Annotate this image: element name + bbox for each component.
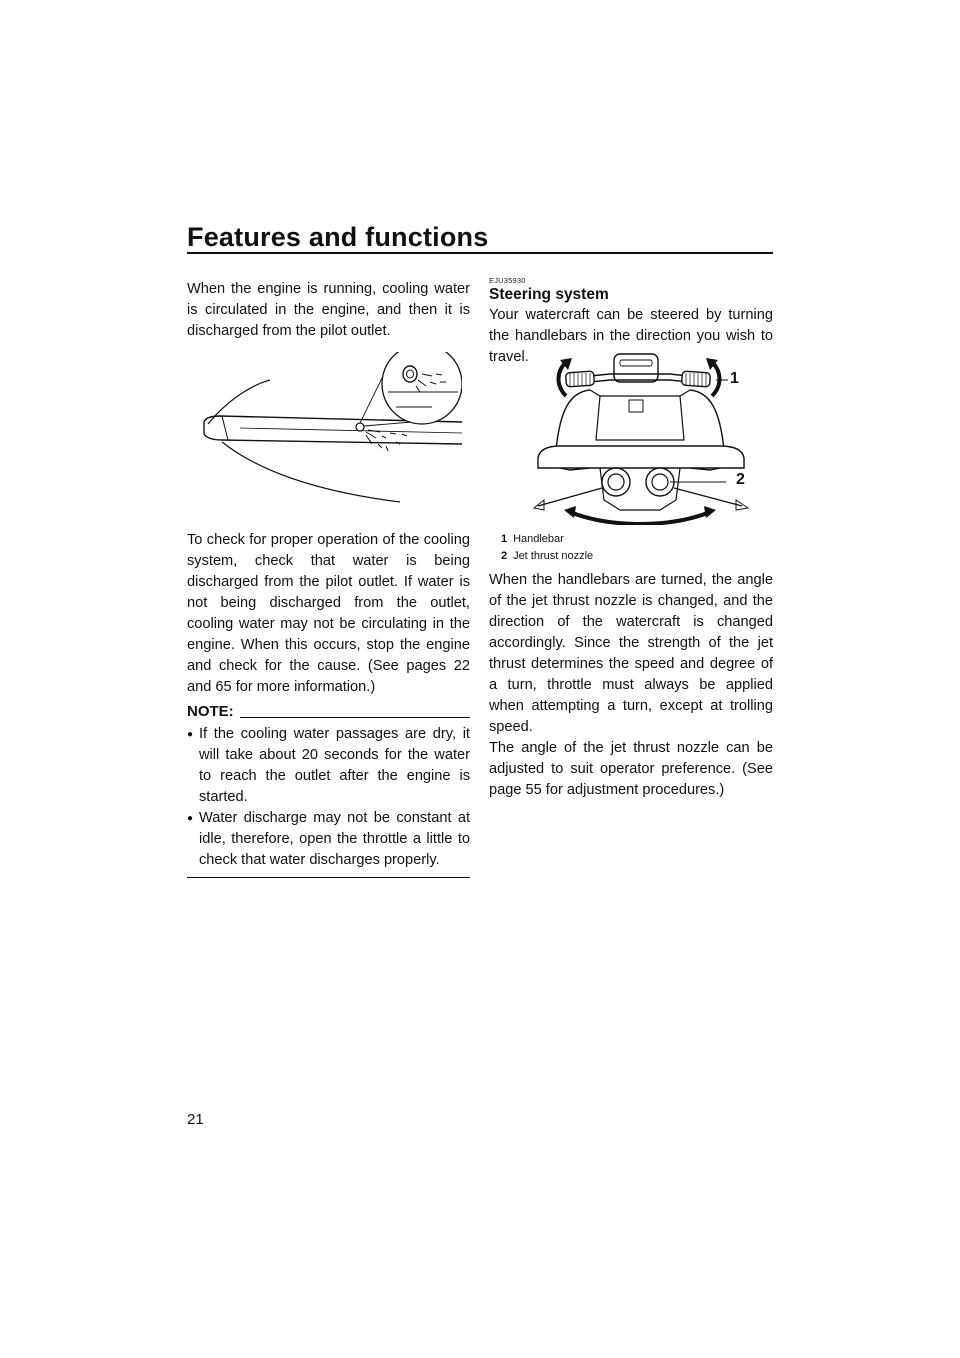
steering-body (489, 570, 773, 801)
legend-item: 2 Jet thrust nozzle (501, 550, 594, 562)
note-rule (240, 717, 470, 718)
note-end-rule (187, 877, 470, 878)
cooling-check-paragraph: To check for proper operation of the cooling system, check that water is being discharged from the pilot outlet. If water is not being discharged from the outlet, cooling water may not be circulating in the engine. When this occurs, stop the engine and check for the cause. (See pages 22 and 65 for more information.) (187, 532, 470, 695)
steering-system-illustration (530, 350, 755, 525)
steering-paragraph-1: When the handlebars are turned, the angle of the jet thrust nozzle is changed, and the direction of the watercraft is changed accordingly. Since the strength of the jet thrust determines the speed and degree of a turn, throttle must always be applied when attempting a turn, except at trolling speed. (489, 572, 773, 735)
page-number: 21 (187, 1111, 204, 1128)
pilot-outlet-illustration (200, 352, 462, 512)
note-list (187, 724, 470, 871)
page-title: Features and functions (187, 222, 489, 252)
callout-2: 2 (736, 471, 745, 488)
section-code: EJU35930 (489, 276, 526, 285)
note-item: ● If the cooling water passages are dry, it will take about 20 seconds for the water to reach the outlet after the engine is started. (187, 724, 470, 808)
section-title: Steering system (489, 286, 609, 303)
cooling-intro-paragraph: When the engine is running, cooling water is circulated in the engine, and then it is discharged from the pilot outlet. (187, 281, 470, 339)
figure-legend (501, 531, 593, 565)
cooling-check-block (187, 530, 470, 698)
note-header (187, 701, 470, 722)
legend-item: 1 Handlebar (501, 533, 564, 545)
note-item: ● Water discharge may not be constant at idle, therefore, open the throttle a little to check that water discharges properly. (187, 808, 470, 871)
steering-intro-paragraph: Your watercraft can be steered by turning the handlebars in the direction you wish to travel. (489, 307, 773, 365)
steering-paragraph-2: The angle of the jet thrust nozzle can be adjusted to suit operator preference. (See page 55 for adjustment procedures.) (489, 740, 773, 798)
note-label: NOTE: (187, 703, 234, 720)
left-column (187, 279, 470, 342)
callout-1: 1 (730, 370, 739, 387)
header-rule (187, 252, 773, 254)
note-box (187, 701, 470, 878)
